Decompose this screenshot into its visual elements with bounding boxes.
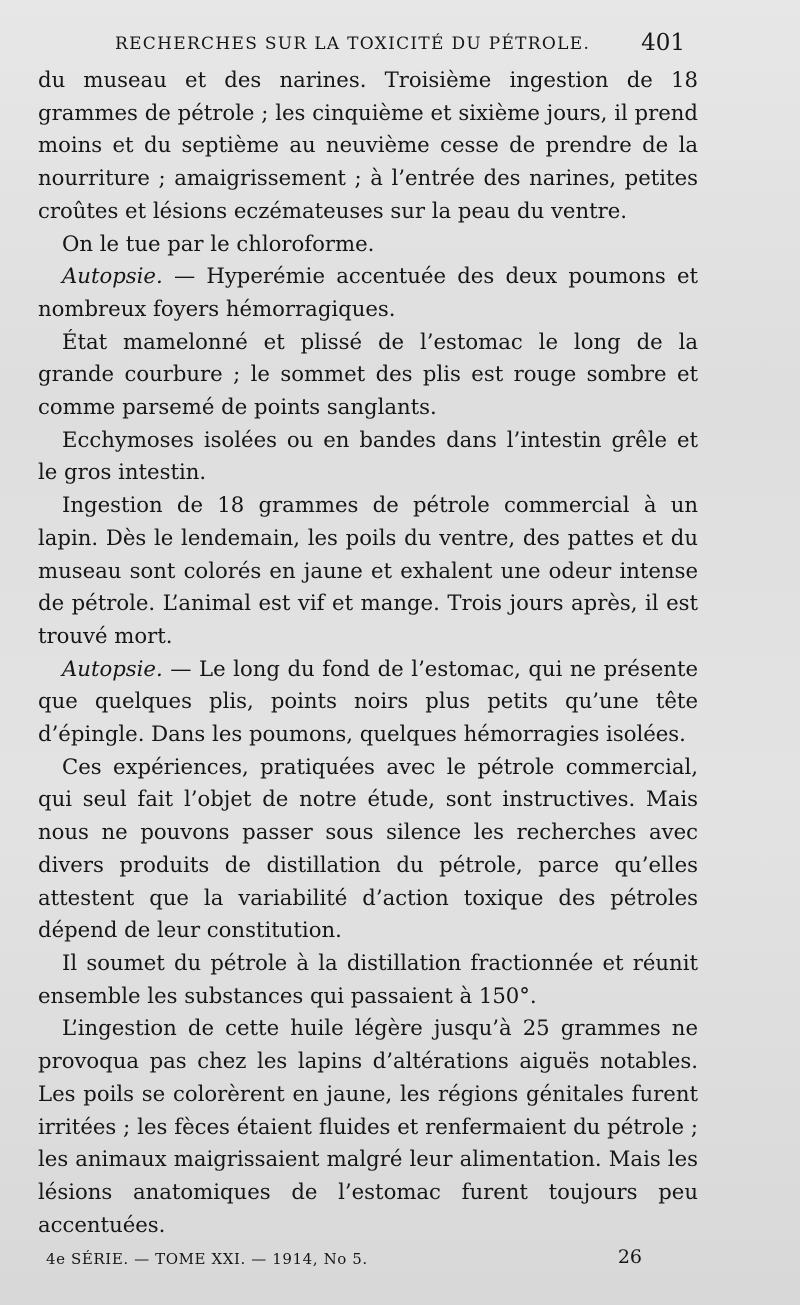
paragraph-text: — Hyperémie accentuée des deux poumons et nombreux foyers hémorragiques. [38, 263, 698, 321]
paragraph-text: du museau et des narines. Troisième ingestion de 18 grammes de pétrole ; les cinquième et sixième jours, il prend moins et du septième au neuvième cesse de prendre de la nourriture ; amaigrissement ; à l’entrée des narines, petites croûtes et lésions eczémateuses sur la peau du ventre. [38, 67, 698, 223]
paragraph [38, 653, 698, 751]
body-text [38, 64, 698, 1241]
paragraph-text: On le tue par le chloroforme. [62, 230, 375, 256]
running-title: RECHERCHES SUR LA TOXICITÉ DU PÉTROLE. [115, 34, 591, 54]
footer-series: 4e SÉRIE. — TOME XXI. — 1914, No 5. [46, 1250, 368, 1268]
paragraph [38, 751, 698, 947]
paragraph [38, 1012, 698, 1241]
paragraph [38, 64, 698, 228]
paragraph-text: Il soumet du pétrole à la distillation fractionnée et réunit ensemble les substances qui passaient à 150°. [38, 949, 698, 1008]
paragraph-text: Ingestion de 18 grammes de pétrole commercial à un lapin. Dès le lendemain, les poils du ventre, des pattes et du museau sont colorés en jaune et exhalent une odeur intense de pétrole. L’animal est vif et mange. Trois jours après, il est trouvé mort. [38, 492, 698, 648]
paragraph [38, 424, 698, 489]
paragraph [38, 489, 698, 653]
page-footer [46, 1246, 642, 1276]
paragraph [38, 228, 698, 261]
section-lead: Autopsie. [62, 263, 163, 289]
section-lead: Autopsie. [62, 655, 163, 681]
paragraph-text: Ces expériences, pratiquées avec le pétrole commercial, qui seul fait l’objet de notre étude, sont instructives. Mais nous ne pouvons passer sous silence les recherches avec divers produits de distillation du pétrole, parce qu’elles attestent que la variabilité d’action toxique des pétroles dépend de leur constitution. [38, 753, 698, 943]
running-head [115, 30, 685, 62]
paragraph-text: — Le long du fond de l’estomac, qui ne présente que quelques plis, points noirs plus petits qu’une tête d’épingle. Dans les poumons, quelques hémorragies isolées. [38, 655, 698, 747]
paragraph [38, 947, 698, 1012]
page-number: 401 [641, 30, 685, 56]
paragraph-text: État mamelonné et plissé de l’estomac le long de la grande courbure ; le sommet des plis est rouge sombre et comme parsemé de points sanglants. [38, 328, 698, 420]
paragraph-text: L’ingestion de cette huile légère jusqu’à 25 grammes ne provoqua pas chez les lapins d’altérations aiguës notables. Les poils se colorèrent en jaune, les régions génitales furent irritées ; les fèces étaient fluides et renfermaient du pétrole ; les animaux maigrissaient malgré leur alimentation. Mais les lésions anatomiques de l’estomac furent toujours peu accentuées. [38, 1015, 698, 1237]
paragraph [38, 260, 698, 325]
paragraph [38, 326, 698, 424]
signature-mark: 26 [617, 1246, 642, 1268]
paragraph-text: Ecchymoses isolées ou en bandes dans l’intestin grêle et le gros intestin. [38, 426, 698, 485]
